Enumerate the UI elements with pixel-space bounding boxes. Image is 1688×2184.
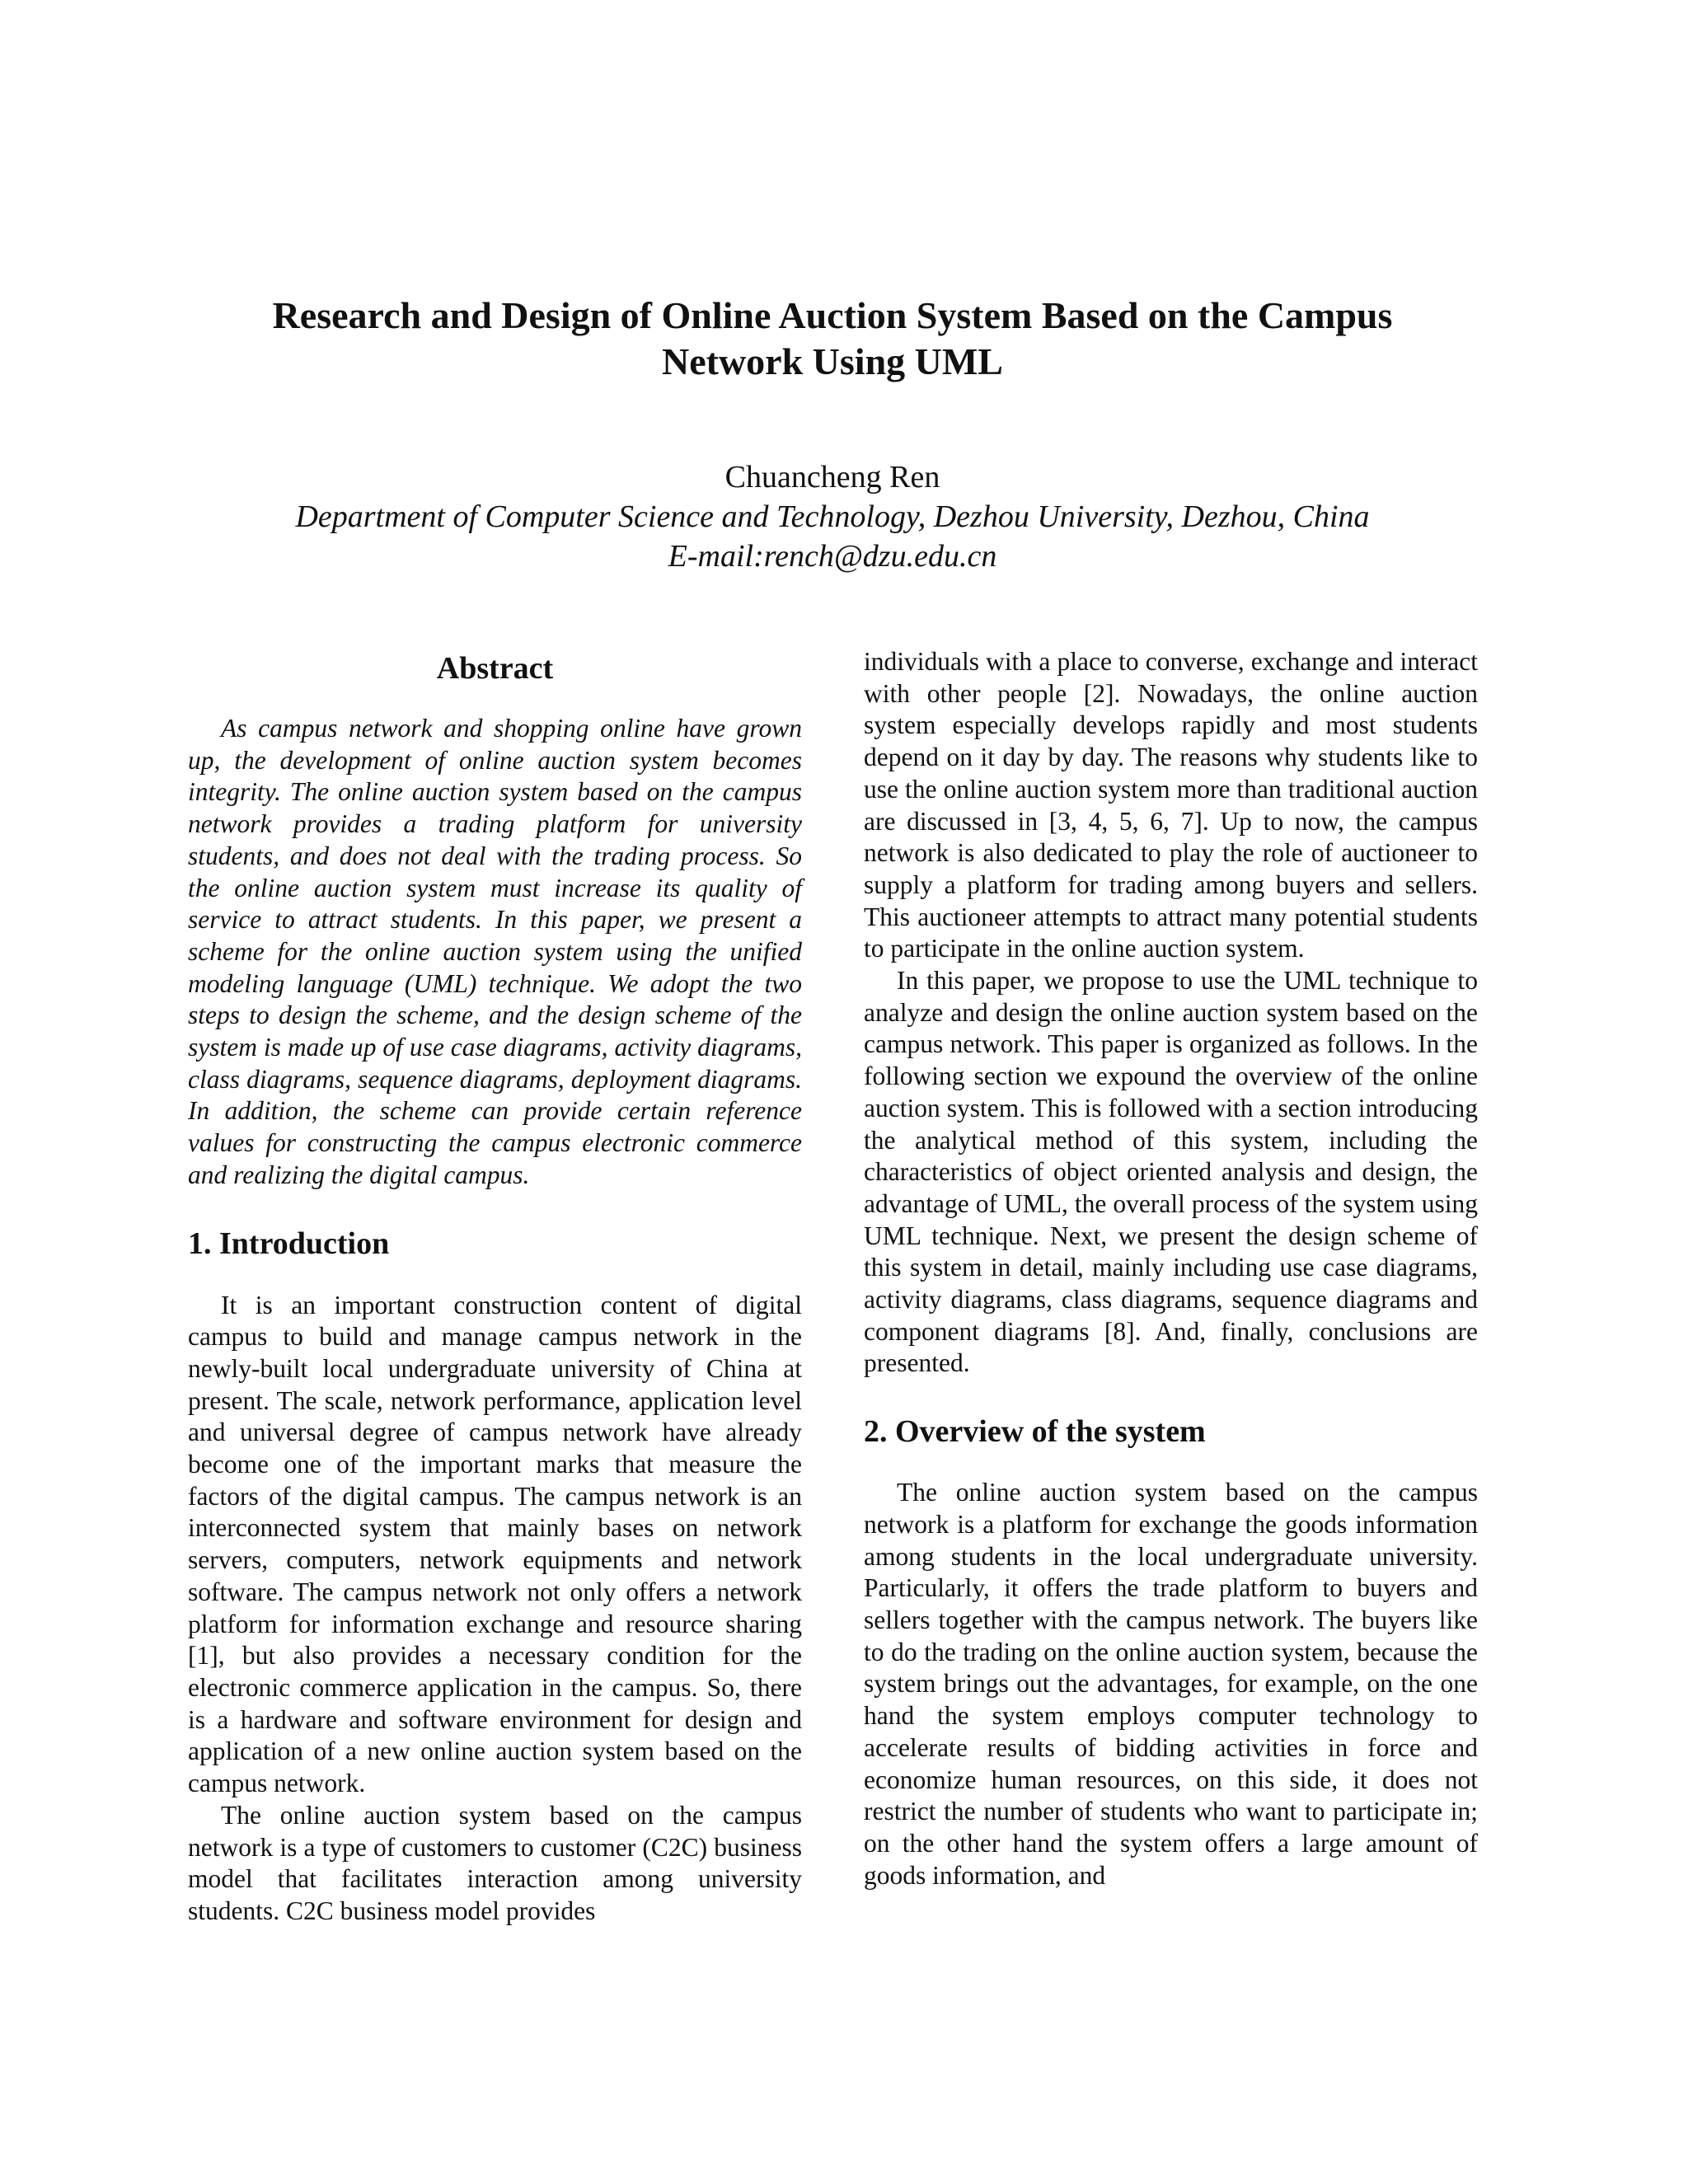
abstract-heading: Abstract	[436, 651, 554, 686]
section-2-paragraph-1: The online auction system based on the campus network is a platform for exchange the goods information among students in the local undergraduate university. Particularly, it offers the trade platform to buyers and sellers together with the campus network. The buyers like to do the trading on the online auction system, because the system brings out the advantages, for example, on the one hand the system employs computer technology to accelerate results of bidding activities in force and economize human resources, on this side, it does not restrict the number of students who want to participate in; on the other hand the system offers a large amount of goods information, and	[864, 1478, 1478, 1890]
paper-title	[190, 293, 1475, 385]
section-1-paragraph-1: It is an important construction content of digital campus to build and manage campus network in the newly-built local undergraduate university of China at present. The scale, network performance, application level and universal degree of campus network have already become one of the important marks that measure the factors of the digital campus. The campus network is an interconnected system that mainly bases on network servers, computers, network equipments and network software. The campus network not only offers a network platform for information exchange and resource sharing [1], but also provides a necessary condition for the electronic commerce application in the campus. So, there is a hardware and software environment for design and application of a new online auction system based on the campus network.	[188, 1290, 802, 1798]
paper-title-line-1: Research and Design of Online Auction System Based on the Campus	[272, 294, 1393, 336]
paper-title-line-2: Network Using UML	[662, 340, 1003, 382]
abstract-text: As campus network and shopping online have grown up, the development of online auction system becomes integrity. The online auction system based on the campus network provides a trading platform for university students, and does not deal with the trading process. So the online auction system must increase its quality of service to attract students. In this paper, we present a scheme for the online auction system using the unified modeling language (UML) technique. We adopt the two steps to design the scheme, and the design scheme of the system is made up of use case diagrams, activity diagrams, class diagrams, sequence diagrams, deployment diagrams. In addition, the scheme can provide certain reference values for constructing the campus electronic commerce and realizing the digital campus.	[188, 714, 802, 1189]
section-1-paragraph-3: In this paper, we propose to use the UML technique to analyze and design the online auction system based on the campus network. This paper is organized as follows. In the following section we expound the overview of the online auction system. This is followed with a section introducing the analytical method of this system, including the characteristics of object oriented analysis and design, the advantage of UML, the overall process of the system using UML technique. Next, we present the design scheme of this system in detail, mainly including use case diagrams, activity diagrams, class diagrams, sequence diagrams and component diagrams [8]. And, finally, conclusions are presented.	[864, 966, 1478, 1378]
author-name: Chuancheng Ren	[724, 460, 940, 494]
right-column	[864, 646, 1478, 1891]
section-1-paragraph-2: The online auction system based on the campus network is a type of customers to customer (C2C) business model that facilitates interaction among university students. C2C business model provides	[188, 1800, 802, 1925]
section-1-heading: 1. Introduction	[188, 1226, 390, 1261]
author-affiliation: Department of Computer Science and Technology, Dezhou University, Dezhou, China	[295, 499, 1370, 534]
author-email: E-mail:rench@dzu.edu.cn	[668, 539, 997, 574]
left-column	[188, 649, 802, 1928]
author-block	[190, 457, 1475, 576]
section-1-paragraph-2-continued: individuals with a place to converse, exchange and interact with other people [2]. Nowadays, the online auction system especially develops rapidly and most students depend on it day by day. The reasons why students like to use the online auction system more than traditional auction are discussed in [3, 4, 5, 6, 7]. Up to now, the campus network is also dedicated to play the role of auctioneer to supply a platform for trading among buyers and sellers. This auctioneer attempts to attract many potential students to participate in the online auction system.	[864, 647, 1478, 963]
section-2-heading: 2. Overview of the system	[864, 1414, 1206, 1450]
